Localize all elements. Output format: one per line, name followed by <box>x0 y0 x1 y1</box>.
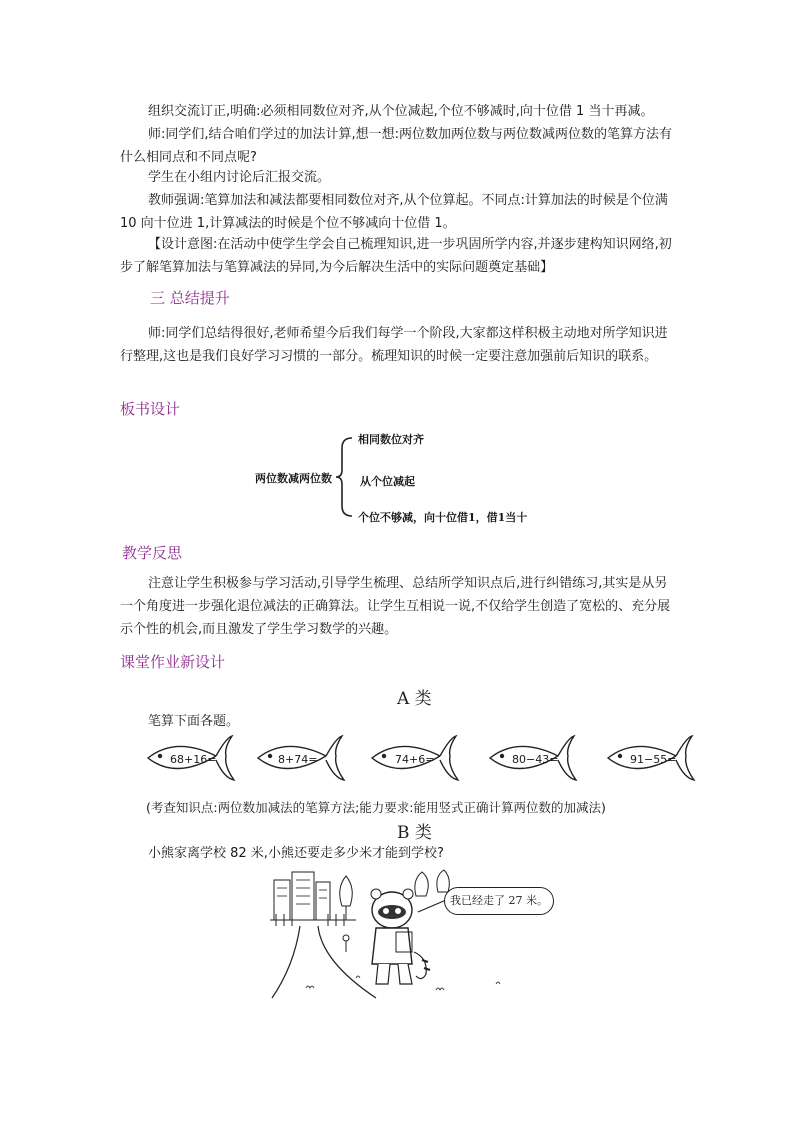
category-b-question: 小熊家离学校 82 米,小熊还要走多少米才能到学校? <box>148 846 444 861</box>
category-b-title: B 类 <box>397 823 432 843</box>
homework-heading: 课堂作业新设计 <box>120 653 226 671</box>
speech-bubble: 我已经走了 27 米。 <box>444 887 554 915</box>
board-branch-2: 从个位减起 <box>360 475 415 488</box>
board-design-heading: 板书设计 <box>120 400 181 418</box>
section-3-text: 师:同学们总结得很好,老师希望今后我们每学一个阶段,大家都这样积极主动地对所学知识进行整理,这也是我们良好学习习惯的一部分。梳理知识的时候一定要注意加强前后知识的联系。 <box>120 326 668 364</box>
problem-5: 91−55= <box>630 753 677 766</box>
problem-1: 68+16= <box>170 753 217 766</box>
brace <box>334 436 354 518</box>
category-a-note: (考查知识点:两位数加减法的笔算方法;能力要求:能用竖式正确计算两位数的加减法) <box>146 800 606 815</box>
design-intent: 【设计意图:在活动中使学生学会自己梳理知识,进一步巩固所学内容,并逐步建构知识网络,初步了解笔算加法与笔算减法的异同,为今后解决生活中的实际问题奠定基础】 <box>120 237 672 275</box>
category-a-title: A 类 <box>397 689 432 709</box>
paragraph-3: 学生在小组内讨论后汇报交流。 <box>148 170 331 185</box>
section-3-title: 三 总结提升 <box>150 289 230 307</box>
category-a-instruction: 笔算下面各题。 <box>148 714 240 729</box>
board-branch-3: 个位不够减，向十位借1，借1当十 <box>358 511 528 524</box>
paragraph-2: 师:同学们,结合咱们学过的加法计算,想一想:两位数加两位数与两位数减两位数的笔算方法有什么相同点和不同点呢? <box>120 127 673 165</box>
paragraph-4: 教师强调:笔算加法和减法都要相同数位对齐,从个位算起。不同点:计算加法的时候是个位满 10 向十位进 1,计算减法的时候是个位不够减向十位借 1。 <box>120 193 668 231</box>
board-branch-1: 相同数位对齐 <box>358 433 424 446</box>
problem-2: 8+74= <box>278 753 318 766</box>
problem-4: 80−43= <box>512 753 559 766</box>
reflection-heading: 教学反思 <box>122 544 183 562</box>
paragraph-1: 组织交流订正,明确:必须相同数位对齐,从个位减起,个位不够减时,向十位借 1 当十再减。 <box>148 104 654 119</box>
board-center-label: 两位数减两位数 <box>255 472 332 485</box>
reflection-text: 注意让学生积极参与学习活动,引导学生梳理、总结所学知识点后,进行纠错练习,其实是从另一个角度进一步强化退位减法的正确算法。让学生互相说一说,不仅给学生创造了宽松的、充分展示个性的机会,而且激发了学生学习数学的兴趣。 <box>120 576 671 637</box>
problem-3: 74+6= <box>395 753 435 766</box>
